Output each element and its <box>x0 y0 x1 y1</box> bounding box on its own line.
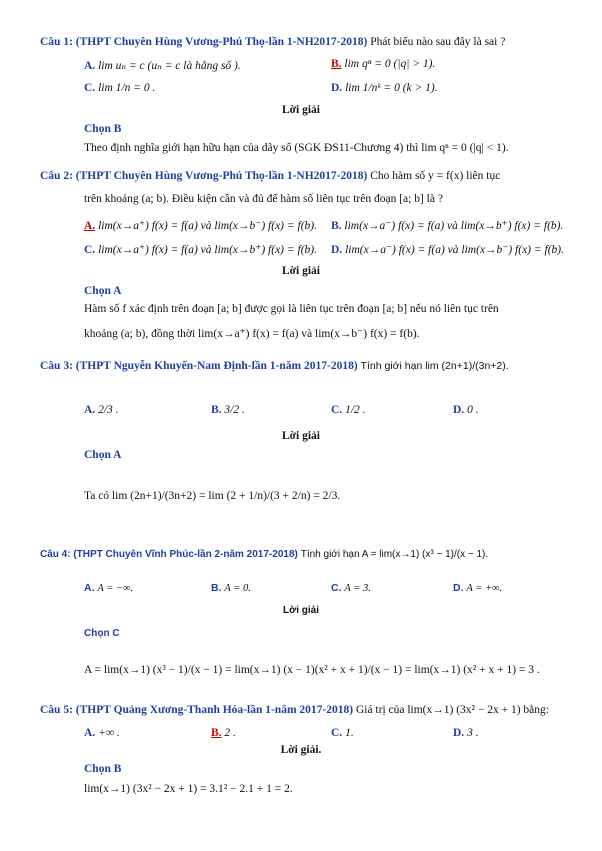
q2-option-c-label: C. <box>84 244 96 256</box>
q2-option-d-label: D. <box>331 244 343 256</box>
q4-option-d[interactable] <box>453 582 502 594</box>
q5-option-d-text: 3 . <box>467 727 479 739</box>
q4-explanation: A = lim(x→1) (x³ − 1)/(x − 1) = lim(x→1) (x − 1)(x² + x + 1)/(x − 1) = lim(x→1) (x² + x + 1) = 3 . <box>84 664 540 676</box>
q4-option-c[interactable] <box>331 582 371 594</box>
q4-option-b-label: B. <box>211 582 222 594</box>
q3-option-a[interactable] <box>84 404 119 416</box>
q5-option-a-label: A. <box>84 727 96 739</box>
q3-option-d-label: D. <box>453 404 465 416</box>
q1-option-c-text: lim 1/n = 0 . <box>98 82 156 94</box>
q3-option-b-label: B. <box>211 404 222 416</box>
q1-option-a[interactable] <box>84 58 241 72</box>
q4-solution-title: Lời giải <box>282 605 319 616</box>
q2-option-c-text: lim(x→a⁺) f(x) = f(a) và lim(x→b⁺) f(x) = f(b). <box>98 244 317 256</box>
q2-prompt-line2: trên khoảng (a; b). Điều kiện cần và đủ để hàm số liên tục trên đoạn [a; b] là ? <box>84 193 443 205</box>
q3-option-b[interactable] <box>211 404 245 416</box>
q1-heading: Câu 1: (THPT Chuyên Hùng Vương-Phú Thọ-lần 1-NH2017-2018) <box>40 36 368 48</box>
q2-option-d[interactable] <box>331 242 564 256</box>
q5-option-c[interactable] <box>331 727 354 739</box>
q5-option-d-label: D. <box>453 727 465 739</box>
q3-solution-title: Lời giải <box>282 430 320 442</box>
q2-option-b-label: B. <box>331 220 342 232</box>
q4-option-b[interactable] <box>211 582 251 594</box>
q2-line <box>40 170 500 182</box>
q2-option-c[interactable] <box>84 242 317 256</box>
q2-prompt: Cho hàm số y = f(x) liên tục <box>370 170 501 182</box>
q1-line <box>40 36 505 48</box>
q2-explanation-2: khoảng (a; b), đồng thời lim(x→a⁺) f(x) = f(a) và lim(x→b⁻) f(x) = f(b). <box>84 328 420 340</box>
q4-option-a[interactable] <box>84 582 133 594</box>
q5-option-d[interactable] <box>453 727 479 739</box>
q2-option-a-text: lim(x→a⁺) f(x) = f(a) và lim(x→b⁻) f(x) = f(b). <box>98 220 317 232</box>
q2-option-b[interactable] <box>331 218 563 232</box>
q5-option-b[interactable] <box>211 727 236 739</box>
q1-prompt: Phát biểu nào sau đây là sai ? <box>370 36 506 48</box>
q5-option-a-text: +∞ . <box>98 727 120 739</box>
q5-prompt: Giá trị của lim(x→1) (3x² − 2x + 1) bằng: <box>355 704 549 716</box>
q2-option-d-text: lim(x→a⁻) f(x) = f(a) và lim(x→b⁻) f(x) = f(b). <box>345 244 564 256</box>
q5-option-a[interactable] <box>84 727 120 739</box>
q3-line <box>40 360 509 372</box>
q5-heading: Câu 5: (THPT Quảng Xương-Thanh Hóa-lần 1-năm 2017-2018) <box>40 704 354 716</box>
q4-option-c-label: C. <box>331 582 342 594</box>
q3-heading: Câu 3: (THPT Nguyễn Khuyến-Nam Định-lần 1-năm 2017-2018) <box>40 360 358 372</box>
q1-option-b-label: B. <box>331 58 342 70</box>
q4-heading: Câu 4: (THPT Chuyên Vĩnh Phúc-lần 2-năm 2017-2018) <box>40 549 298 560</box>
q1-option-c[interactable] <box>84 82 155 94</box>
q1-option-a-label: A. <box>84 60 96 72</box>
q1-option-d[interactable] <box>331 82 438 94</box>
q1-option-a-text: lim uₙ = c (uₙ = c là hằng số ). <box>98 60 241 72</box>
q5-line <box>40 704 549 716</box>
q2-option-a[interactable] <box>84 218 317 232</box>
q2-explanation-1: Hàm số f xác định trên đoạn [a; b] được gọi là liên tục trên đoạn [a; b] nếu nó liên tục trên <box>84 303 499 315</box>
q4-option-c-text: A = 3. <box>344 583 371 594</box>
q3-option-a-text: 2/3 . <box>98 404 119 416</box>
q3-option-d[interactable] <box>453 404 479 416</box>
q4-line <box>40 548 488 560</box>
q2-solution-title: Lời giải <box>282 265 320 277</box>
q1-explanation: Theo định nghĩa giới hạn hữu hạn của dãy số (SGK ĐS11-Chương 4) thì lim qⁿ = 0 (|q| < 1). <box>84 142 509 154</box>
q4-option-d-label: D. <box>453 582 464 594</box>
q3-option-c-label: C. <box>331 404 343 416</box>
q1-option-b[interactable] <box>331 58 435 70</box>
q5-option-b-label: B. <box>211 727 222 739</box>
q3-option-a-label: A. <box>84 404 96 416</box>
q2-answer: Chọn A <box>84 285 122 297</box>
q1-option-b-text: lim qⁿ = 0 (|q| > 1). <box>344 58 436 70</box>
q3-option-c[interactable] <box>331 404 366 416</box>
q5-explanation: lim(x→1) (3x² − 2x + 1) = 3.1² − 2.1 + 1 = 2. <box>84 783 293 795</box>
q3-option-b-text: 3/2 . <box>224 404 245 416</box>
q4-prompt: Tính giới hạn A = lim(x→1) (x³ − 1)/(x − 1). <box>300 549 489 560</box>
q4-option-b-text: A = 0. <box>224 583 251 594</box>
q3-explanation: Ta có lim (2n+1)/(3n+2) = lim (2 + 1/n)/(3 + 2/n) = 2/3. <box>84 490 341 502</box>
q1-option-c-label: C. <box>84 82 96 94</box>
q4-answer: Chọn C <box>84 628 120 639</box>
q3-answer: Chọn A <box>84 449 122 461</box>
q2-heading: Câu 2: (THPT Chuyên Hùng Vương-Phú Thọ-lần 1-NH2017-2018) <box>40 170 368 182</box>
q4-option-d-text: A = +∞. <box>466 583 503 594</box>
q2-option-b-text: lim(x→a⁻) f(x) = f(a) và lim(x→b⁺) f(x) = f(b). <box>344 220 564 232</box>
q5-option-b-text: 2 . <box>224 727 236 739</box>
q3-option-c-text: 1/2 . <box>345 404 366 416</box>
q3-prompt: Tính giới hạn lim (2n+1)/(3n+2). <box>360 360 509 372</box>
q5-option-c-text: 1. <box>345 727 354 739</box>
q5-option-c-label: C. <box>331 727 343 739</box>
q4-option-a-text: A = −∞. <box>97 583 134 594</box>
q5-solution-title: Lời giải. <box>280 744 322 756</box>
q1-solution-title: Lời giải <box>282 104 320 116</box>
q1-answer: Chọn B <box>84 123 122 135</box>
q2-option-a-label: A. <box>84 220 96 232</box>
q5-answer: Chọn B <box>84 763 122 775</box>
q4-option-a-label: A. <box>84 582 95 594</box>
q1-option-d-label: D. <box>331 82 343 94</box>
q1-option-d-text: lim 1/nᵏ = 0 (k > 1). <box>345 82 438 94</box>
q3-option-d-text: 0 . <box>467 404 479 416</box>
